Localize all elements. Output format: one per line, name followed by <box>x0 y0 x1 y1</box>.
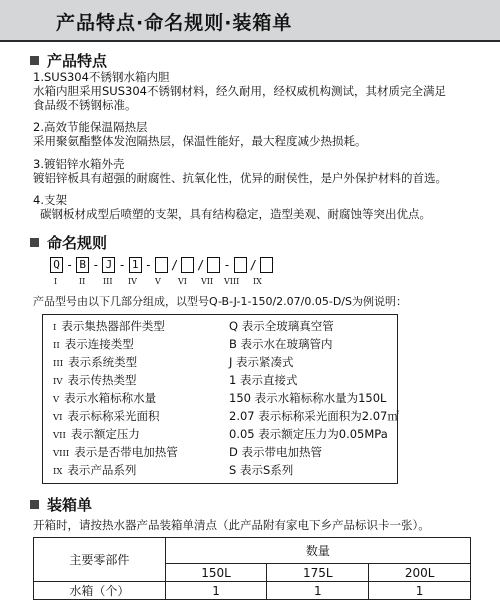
size-175: 175L <box>267 564 369 582</box>
code-box-7 <box>207 257 220 273</box>
section-square-icon <box>30 238 39 247</box>
feature-1-body-2: 食品级不锈钢标准。 <box>33 98 137 112</box>
roman-label: IX <box>253 277 262 286</box>
roman-label: VII <box>201 277 214 286</box>
naming-intro: 产品型号由以下几部分组成，以型号Q-B-J-1-150/2.07/0.05-D/S为例说明： <box>33 295 407 308</box>
packing-heading-text: 装箱单 <box>47 496 93 514</box>
table-row-label: 水箱（个） <box>34 582 166 600</box>
feature-1-body-1: 水箱内胆采用SUS304不锈钢材料，经久耐用，经权威机构测试，其材质完全满足 <box>33 84 446 98</box>
code-box-3: J <box>102 257 115 273</box>
code-box-1: Q <box>50 257 63 273</box>
roman-label: VIII <box>224 277 240 286</box>
packing-heading <box>30 494 92 515</box>
naming-heading-text: 命名规则 <box>47 234 108 252</box>
code-box-8 <box>234 257 247 273</box>
legend-right-item: 0.05 表示额定压力为0.05MPa <box>229 427 388 441</box>
packing-intro: 开箱时，请按热水器产品装箱单清点（此产品附有家电下乡产品标识卡一张）。 <box>33 518 430 532</box>
table-cell: 1 <box>369 582 471 600</box>
legend-left-item: VII 表示额定压力 <box>53 427 140 441</box>
feature-2-title: 2.高效节能保温隔热层 <box>33 120 148 134</box>
code-box-6 <box>181 257 194 273</box>
legend-right-item: B 表示水在玻璃管内 <box>229 337 333 351</box>
legend-right-item: Q 表示全玻璃真空管 <box>229 319 334 333</box>
code-box-2: B <box>76 257 89 273</box>
roman-label: III <box>103 277 113 286</box>
feature-2-body-1: 采用聚氨酯整体发泡隔热层，保温性能好，最大程度减少热损耗。 <box>33 134 367 148</box>
naming-heading <box>30 232 107 253</box>
features-heading <box>30 50 107 71</box>
col-main-parts: 主要零部件 <box>34 538 166 582</box>
model-code: Q - B - J - 1 - / / - / <box>50 256 273 274</box>
page-title: 产品特点·命名规则·装箱单 <box>56 12 293 34</box>
feature-4-body-1: 碳钢板材成型后喷塑的支架，具有结构稳定，造型美观、耐腐蚀等突出优点。 <box>40 207 431 221</box>
roman-label: II <box>79 277 86 286</box>
legend-left-item: V 表示水箱标称水量 <box>53 391 157 405</box>
features-heading-text: 产品特点 <box>47 52 108 70</box>
legend-right-item: 150 表示水箱标称水量为150L <box>229 391 387 405</box>
feature-1-title: 1.SUS304不锈钢水箱内胆 <box>33 70 170 84</box>
legend-left-item: IV 表示传热类型 <box>53 373 137 387</box>
table-cell: 1 <box>165 582 267 600</box>
title-bar <box>0 0 500 40</box>
size-150: 150L <box>165 564 267 582</box>
naming-legend-box <box>42 314 398 484</box>
section-square-icon <box>30 56 39 65</box>
code-box-4: 1 <box>129 257 142 273</box>
roman-label: V <box>155 277 161 286</box>
legend-left-item: VIII 表示是否带电加热管 <box>53 445 178 459</box>
size-200: 200L <box>369 564 471 582</box>
legend-right-item: S 表示S系列 <box>229 463 294 477</box>
feature-4-title: 4.支架 <box>33 193 67 207</box>
code-box-9 <box>260 257 273 273</box>
legend-right-item: J 表示紧凑式 <box>229 355 294 369</box>
title-rule <box>0 40 500 42</box>
col-quantity: 数量 <box>165 538 470 564</box>
legend-right-item: 1 表示直接式 <box>229 373 298 387</box>
feature-3-title: 3.镀铝锌水箱外壳 <box>33 157 125 171</box>
legend-right-item: D 表示带电加热管 <box>229 445 323 459</box>
code-box-5 <box>155 257 168 273</box>
roman-numeral-row <box>0 277 500 289</box>
roman-label: IV <box>128 277 137 286</box>
feature-3-body-1: 镀铝锌板具有超强的耐腐性、抗氧化性，优异的耐侯性，是户外保护材料的首选。 <box>33 171 447 185</box>
roman-label: VI <box>178 277 187 286</box>
section-square-icon <box>30 500 39 509</box>
legend-left-item: VI 表示标称采光面积 <box>53 409 160 423</box>
legend-left-item: II 表示连接类型 <box>53 337 134 351</box>
table-cell: 1 <box>267 582 369 600</box>
roman-label: I <box>54 277 58 286</box>
legend-right-item: 2.07 表示标称采光面积为2.07㎡ <box>229 409 399 423</box>
legend-left-item: I 表示集热器部件类型 <box>53 319 165 333</box>
legend-left-item: III 表示系统类型 <box>53 355 138 369</box>
packing-table <box>33 537 471 600</box>
legend-left-item: IX 表示产品系列 <box>53 463 137 477</box>
